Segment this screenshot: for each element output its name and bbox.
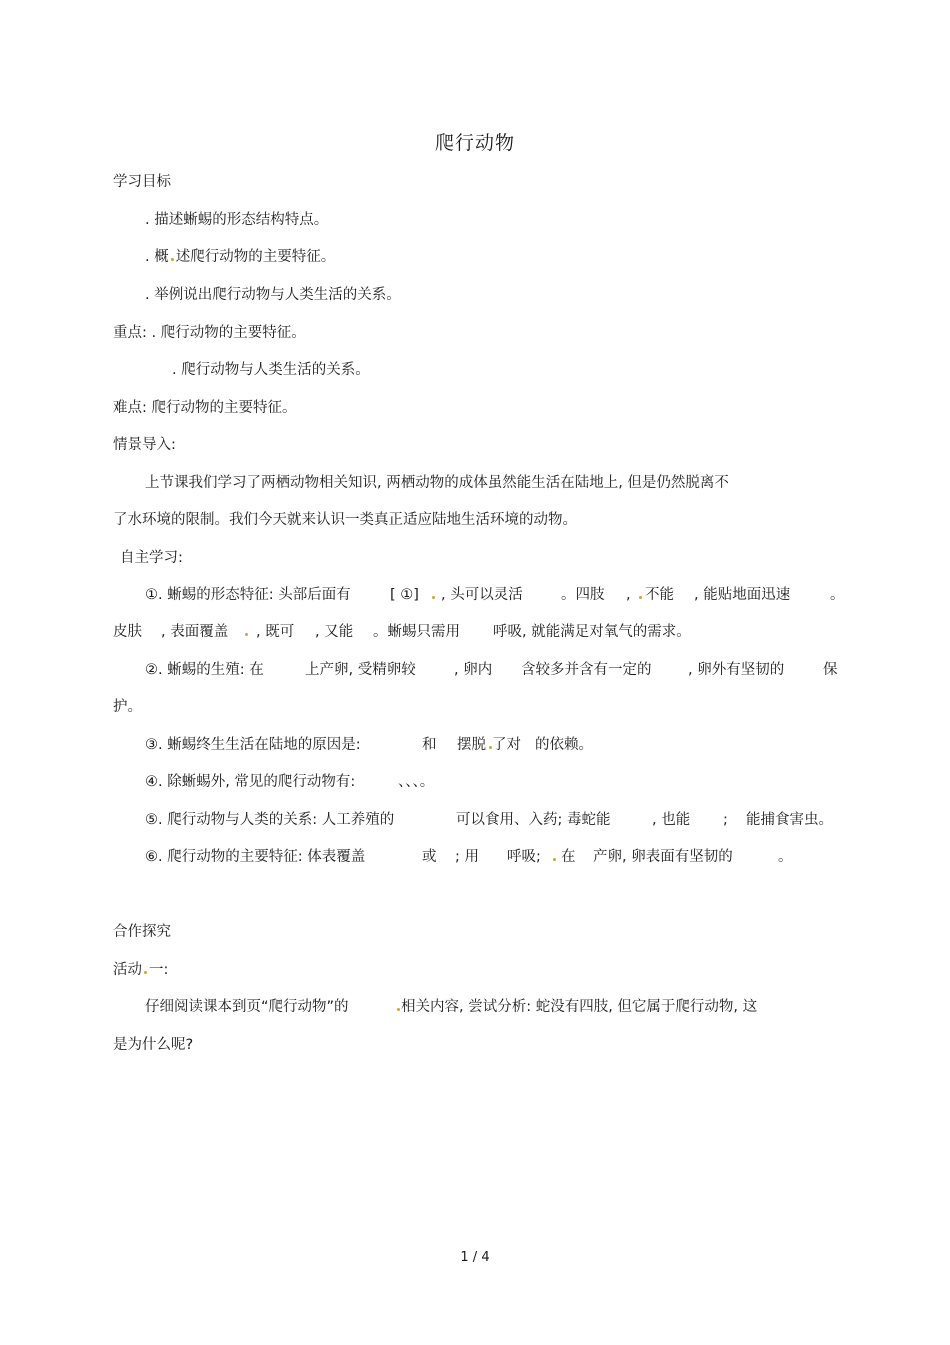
activity-label	[113, 960, 168, 980]
activity-text-b: 相关内容, 尝试分析: 蛇没有四肢, 但它属于爬行动物, 这	[401, 999, 758, 1015]
q1-text-a: ①. 蜥蜴的形态特征: 头部后面有	[145, 587, 351, 603]
q6-text-g: 。	[778, 849, 793, 865]
q2-text-b: 上产卵, 受精卵较	[305, 662, 416, 678]
self-study-heading: 自主学习:	[120, 550, 183, 566]
stray-dot	[551, 847, 558, 867]
q1-text-b: [ ①]	[390, 587, 419, 603]
q6-text-c: ; 用	[455, 849, 479, 865]
q1-text-j: , 表面覆盖	[161, 624, 229, 640]
difficulty-line: 难点: 爬行动物的主要特征。	[113, 400, 297, 416]
question-3	[0, 735, 950, 755]
q1-text-l: , 又能	[315, 624, 354, 640]
activity-label-part2: 一:	[149, 962, 169, 978]
question-2-line-2: 护。	[113, 699, 142, 715]
page-title: 爬行动物	[434, 132, 515, 154]
q6-text-f: 产卵, 卵表面有坚韧的	[593, 849, 733, 865]
q3-text-d: 了对	[492, 737, 521, 753]
q2-text-d: 含较多并含有一定的	[521, 662, 652, 678]
q1-text-e: ,	[626, 587, 631, 603]
question-6	[0, 847, 950, 867]
stray-dot	[243, 622, 250, 642]
goal-item-3: . 举例说出爬行动物与人类生活的关系。	[145, 287, 401, 303]
q3-text-c: 摆脱	[457, 737, 486, 753]
stray-dot	[171, 258, 174, 261]
q1-text-c: , 头可以灵活	[441, 587, 523, 603]
question-2-line-1	[0, 660, 950, 680]
intro-heading: 情景导入:	[113, 437, 176, 453]
activity-text-a: 仔细阅读课本到页“爬行动物”的	[145, 999, 349, 1015]
q3-text-b: 和	[422, 737, 437, 753]
key-point-2: . 爬行动物与人类生活的关系。	[172, 362, 370, 378]
stray-dot	[144, 971, 147, 974]
q1-text-d: 。四肢	[561, 587, 605, 603]
cooperation-heading: 合作探究	[113, 924, 171, 940]
key-point-1-text: . 爬行动物的主要特征。	[151, 325, 306, 341]
stray-dot	[430, 585, 437, 605]
key-points-label: 重点:	[113, 325, 147, 341]
goals-heading: 学习目标	[113, 174, 171, 190]
q1-text-m: 。蜥蜴只需用	[373, 624, 460, 640]
goal-item-2-part1: . 概	[145, 249, 169, 265]
question-1-line-1	[0, 585, 950, 605]
question-5	[0, 810, 950, 830]
q3-text-e: 的依赖。	[535, 737, 593, 753]
q5-text-e: 能捕食害虫。	[746, 812, 833, 828]
question-4	[0, 772, 950, 792]
activity-paragraph-2: 是为什么呢?	[113, 1037, 194, 1053]
q5-text-c: , 也能	[652, 812, 691, 828]
q3-text-a: ③. 蜥蜴终生生活在陆地的原因是:	[145, 737, 361, 753]
intro-paragraph-1: 上节课我们学习了两栖动物相关知识, 两栖动物的成体虽然能生活在陆地上, 但是仍然脱离不	[145, 475, 729, 491]
q1-text-h: 。	[830, 587, 845, 603]
q1-text-k: , 既可	[256, 624, 295, 640]
goal-item-2	[145, 247, 335, 267]
q1-text-i: 皮肤	[113, 624, 142, 640]
q5-text-d: ;	[723, 812, 728, 828]
goal-item-2-part2: 述爬行动物的主要特征。	[175, 249, 336, 265]
q5-text-a: ⑤. 爬行动物与人类的关系: 人工养殖的	[145, 812, 395, 828]
q1-text-n: 呼吸, 就能满足对氧气的需求。	[493, 624, 691, 640]
q1-text-g: , 能贴地面迅速	[694, 587, 791, 603]
q4-text-a: ④. 除蜥蜴外, 常见的爬行动物有:	[145, 774, 356, 790]
q2-text-a: ②. 蜥蜴的生殖: 在	[145, 662, 264, 678]
activity-label-part1: 活动	[113, 962, 142, 978]
q6-text-b: 或	[422, 849, 437, 865]
q6-text-a: ⑥. 爬行动物的主要特征: 体表覆盖	[145, 849, 366, 865]
q2-text-c: , 卵内	[454, 662, 493, 678]
question-1-line-2	[0, 622, 950, 642]
goal-item-1: . 描述蜥蜴的形态结构特点。	[145, 212, 329, 228]
q2-text-f: 保	[823, 662, 838, 678]
q6-text-e: 在	[561, 849, 576, 865]
q2-text-e: , 卵外有坚韧的	[688, 662, 785, 678]
q5-text-b: 可以食用、入药; 毒蛇能	[456, 812, 611, 828]
q1-text-f: 不能	[645, 587, 674, 603]
key-point-1	[113, 323, 306, 343]
q4-text-b: 、、、。	[398, 774, 435, 790]
q6-text-d: 呼吸;	[507, 849, 541, 865]
stray-dot	[637, 585, 644, 605]
page-number: 1 / 4	[460, 1250, 490, 1265]
intro-paragraph-2: 了水环境的限制。我们今天就来认识一类真正适应陆地生活环境的动物。	[113, 512, 577, 528]
activity-paragraph-1	[0, 997, 950, 1017]
